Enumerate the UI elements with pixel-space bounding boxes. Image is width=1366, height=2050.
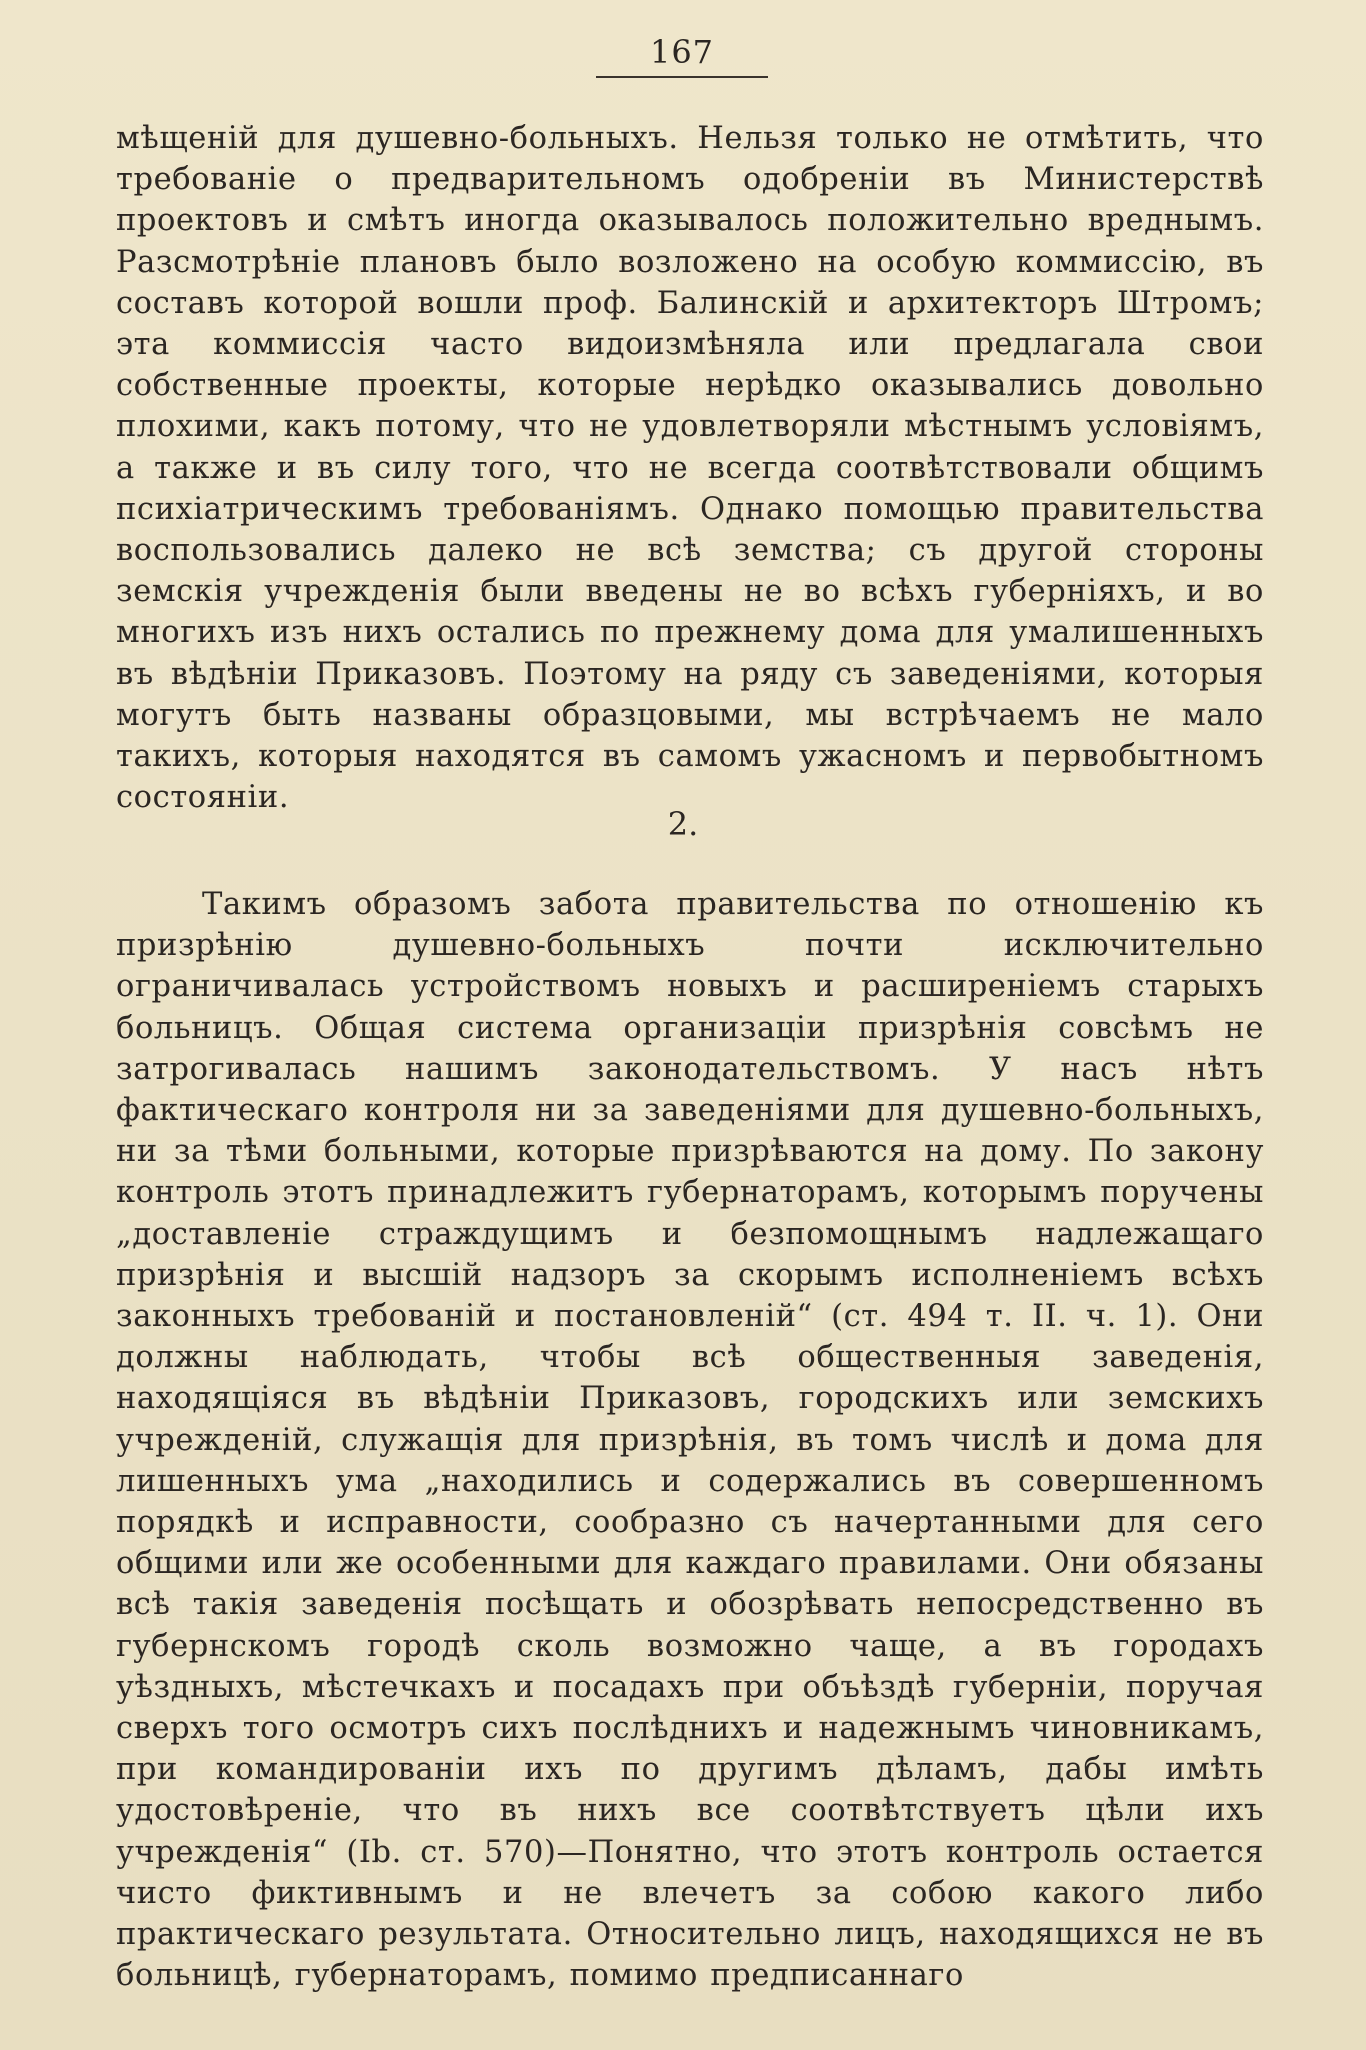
paragraph-continued: мѣщеній для душевно-больныхъ. Нельзя только не отмѣтить, что требованіе о предварительномъ одобреніи въ Министерствѣ проектовъ и смѣтъ иногда оказывалось положительно вреднымъ. Разсмотрѣніе плановъ было возложено на особую коммиссію, въ составъ которой вошли проф. Балинскій и архитекторъ Штромъ; эта коммиссія часто видоизмѣняла или предлагала свои собственные проекты, которые нерѣдко оказывались довольно плохими, какъ потому, что не удовлетворяли мѣстнымъ условіямъ, а также и въ силу того, что не всегда соотвѣтствовали общимъ психіатрическимъ требованіямъ. Однако помощью правительства воспользовались далеко не всѣ земства; съ другой стороны земскія учрежденія были введены не во всѣхъ губерніяхъ, и во многихъ изъ нихъ остались по прежнему дома для умалишенныхъ въ вѣдѣніи Приказовъ. Поэтому на ряду съ заведеніями, которыя могутъ быть названы образцовыми, мы встрѣчаемъ не мало такихъ, которыя находятся въ самомъ ужасномъ и первобытномъ состояніи. (116, 121, 1264, 816)
paragraph-section-2: Такимъ образомъ забота правительства по отношенію къ призрѣнію душевно-больныхъ почти исключительно ограничивалась устройствомъ новыхъ и расширеніемъ старыхъ больницъ. Общая система организаціи призрѣнія совсѣмъ не затрогивалась нашимъ законодательствомъ. У насъ нѣтъ фактическаго контроля ни за заведеніями для душевно-больныхъ, ни за тѣми больными, которые призрѣваются на дому. По закону контроль этотъ принадлежитъ губернаторамъ, которымъ поручены „доставленіе страждущимъ и безпомощнымъ надлежащаго призрѣнія и высшій надзоръ за скорымъ исполненіемъ всѣхъ законныхъ требованій и постановленій“ (ст. 494 т. II. ч. 1). Они должны наблюдать, чтобы всѣ общественныя заведенія, находящіяся въ вѣдѣніи Приказовъ, городскихъ или земскихъ учрежденій, служащія для призрѣнія, въ томъ числѣ и дома для лишенныхъ ума „находились и содержались въ совершенномъ порядкѣ и исправности, сообразно съ начертанными для сего общими или же особенными для каждаго правилами. Они обязаны всѣ такія заведенія посѣщать и обозрѣвать непосредственно въ губернскомъ городѣ сколь возможно чаще, а въ городахъ уѣздныхъ, мѣстечкахъ и посадахъ при объѣздѣ губерніи, поручая сверхъ того осмотръ сихъ послѣднихъ и надежнымъ чиновникамъ, при командированіи ихъ по другимъ дѣламъ, дабы имѣть удостовѣреніе, что въ нихъ все соотвѣтствуетъ цѣли ихъ учрежденія“ (Ib. ст. 570)—Понятно, что этотъ контроль остается чисто фиктивнымъ и не влечетъ за собою какого либо практическаго результата. Относительно лицъ, находящихся не въ больницѣ, губернаторамъ, помимо предписаннаго (116, 887, 1264, 1994)
section-number: 2. (667, 805, 699, 843)
page-number: 167 (649, 33, 715, 71)
page-number-rule (596, 76, 768, 78)
